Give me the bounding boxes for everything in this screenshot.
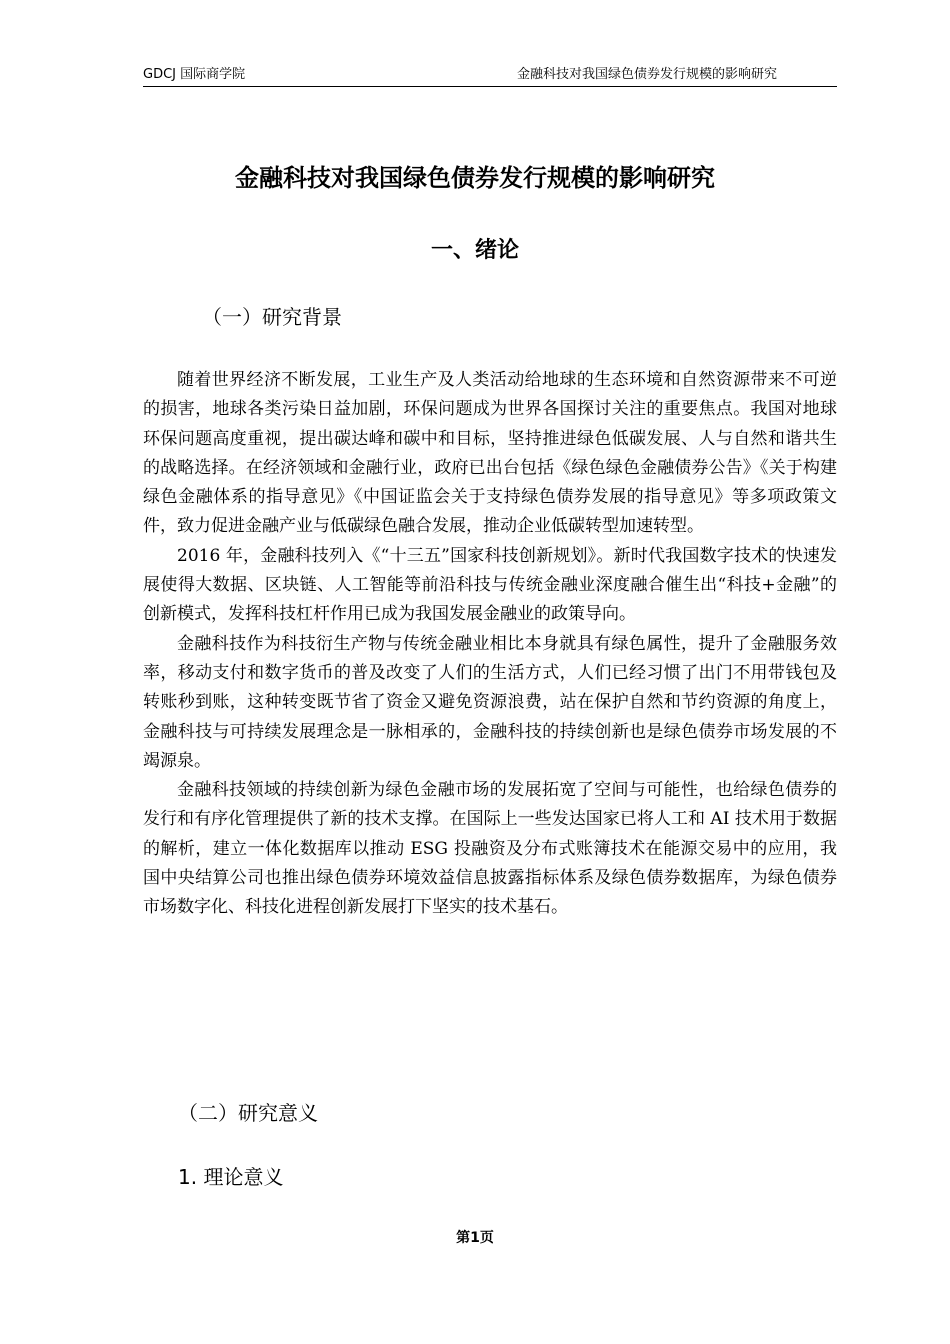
subsubsection-heading-theoretical: 1. 理论意义 bbox=[178, 1165, 284, 1189]
header-institution: GDCJ 国际商学院 bbox=[143, 67, 246, 82]
paragraph: 金融科技作为科技衍生产物与传统金融业相比本身就具有绿色属性，提升了金融服务效率，移动支付和数字货币的普及改变了人们的生活方式，人们已经习惯了出门不用带钱包及转账秒到账，这种转变既节省了资金又避免资源浪费，站在保护自然和节约资源的角度上，金融科技与可持续发展理念是一脉相承的，金融科技的持续创新也是绿色债券市场发展的不竭源泉。 bbox=[143, 633, 837, 771]
paragraph: 2016 年，金融科技列入《“十三五”国家科技创新规划》。新时代我国数字技术的快速发展使得大数据、区块链、人工智能等前沿科技与传统金融业深度融合催生出“科技+金融”的创新模式，发挥科技杠杆作用已成为我国发展金融业的政策导向。 bbox=[143, 545, 837, 625]
page-number: 第1页 bbox=[456, 1230, 494, 1246]
paragraph: 随着世界经济不断发展，工业生产及人类活动给地球的生态环境和自然资源带来不可逆的损害，地球各类污染日益加剧，环保问题成为世界各国探讨关注的重要焦点。我国对地球环保问题高度重视，提出碳达峰和碳中和目标，坚持推进绿色低碳发展、人与自然和谐共生的战略选择。在经济领域和金融行业，政府已出台包括《绿色绿色金融债券公告》《关于构建绿色金融体系的指导意见》《中国证监会关于支持绿色债券发展的指导意见》等多项政策文件，致力促进金融产业与低碳绿色融合发展，推动企业低碳转型加速转型。 bbox=[143, 370, 837, 537]
running-header bbox=[143, 66, 837, 87]
document-title: 金融科技对我国绿色债券发行规模的影响研究 bbox=[235, 164, 715, 192]
paragraph: 金融科技领域的持续创新为绿色金融市场的发展拓宽了空间与可能性，也给绿色债券的发行和有序化管理提供了新的技术支撑。在国际上一些发达国家已将人工和 AI 技术用于数据的解析，建立一体化数据库以推动 ESG 投融资及分布式账簿技术在能源交易中的应用，我国中央结算公司也推出绿色债券环境效益信息披露指标体系及绿色债券数据库，为绿色债券市场数字化、科技化进程创新发展打下坚实的技术基石。 bbox=[143, 780, 837, 918]
background-body bbox=[143, 366, 837, 923]
subsection-heading-background: （一）研究背景 bbox=[202, 305, 342, 329]
section-heading-introduction: 一、绪论 bbox=[430, 238, 519, 263]
header-title: 金融科技对我国绿色债券发行规模的影响研究 bbox=[516, 67, 777, 82]
subsection-heading-significance: （二）研究意义 bbox=[178, 1101, 318, 1125]
